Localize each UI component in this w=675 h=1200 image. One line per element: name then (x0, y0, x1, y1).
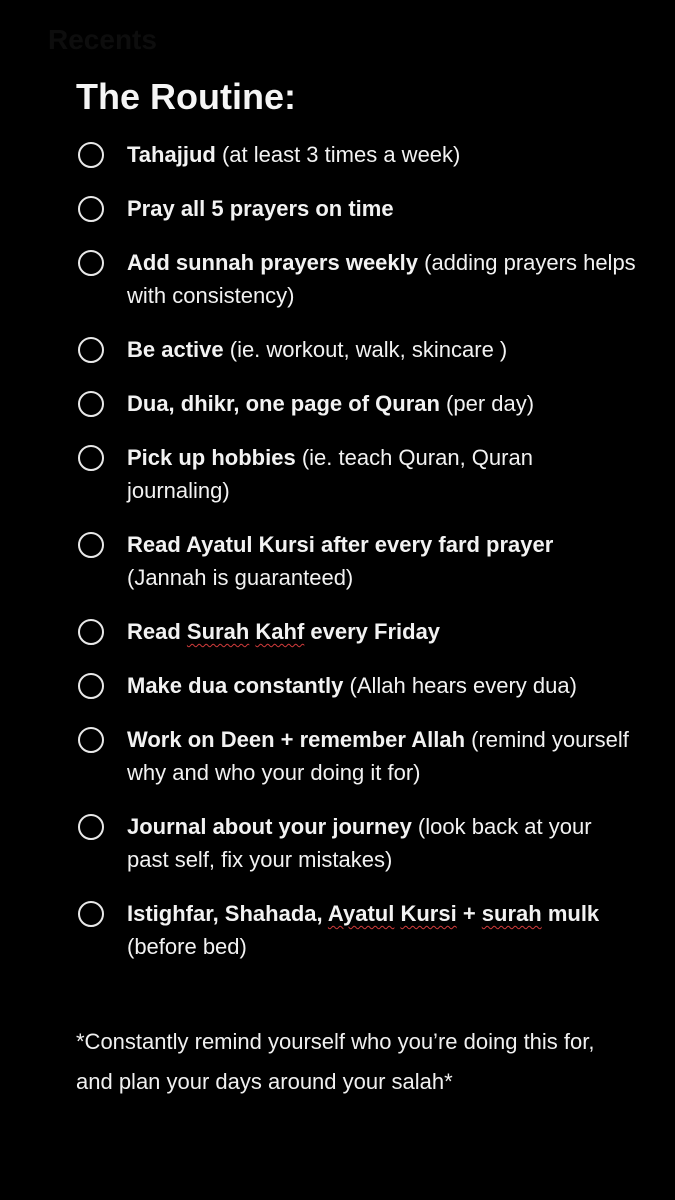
item-title: Work on Deen + remember Allah (127, 727, 466, 752)
checkbox-circle-icon[interactable] (78, 337, 104, 363)
item-note: (Allah hears every dua) (343, 673, 577, 698)
item-note: (ie. workout, walk, skincare ) (223, 337, 508, 362)
checklist-item-surah-kahf (76, 615, 636, 648)
item-note: (adding prayers helps with consistency) (127, 250, 636, 308)
checklist-item-tahajjud (76, 138, 636, 171)
checkbox-circle-icon[interactable] (78, 901, 104, 927)
checklist-item-dua-dhikr (76, 387, 636, 420)
footer-reminder: *Constantly remind yourself who you’re doing this for, and plan your days around your salah* (76, 1029, 595, 1094)
item-note: (before bed) (127, 934, 247, 959)
checklist-item-journal (76, 810, 636, 876)
routine-checklist (76, 138, 636, 984)
item-title: Pick up hobbies (127, 445, 296, 470)
item-title: Add sunnah prayers weekly (127, 250, 418, 275)
item-title (127, 901, 599, 926)
checkbox-circle-icon[interactable] (78, 727, 104, 753)
checklist-item-deen (76, 723, 636, 789)
spellcheck-word: Ayatul (327, 901, 395, 926)
checkbox-circle-icon[interactable] (78, 196, 104, 222)
checkbox-circle-icon[interactable] (78, 250, 104, 276)
checkbox-circle-icon[interactable] (78, 391, 104, 417)
checkbox-circle-icon[interactable] (78, 445, 104, 471)
checkbox-circle-icon[interactable] (78, 814, 104, 840)
checklist-item-hobbies (76, 441, 636, 507)
checkbox-circle-icon[interactable] (78, 619, 104, 645)
item-title-part: + (456, 901, 482, 926)
spellcheck-word: Surah (186, 619, 250, 644)
item-title: Tahajjud (127, 142, 216, 167)
item-note: (look back at your past self, fix your mistakes) (127, 814, 592, 872)
item-title (127, 619, 440, 644)
item-note: (remind yourself why and who your doing it for) (127, 727, 629, 785)
spellcheck-word: surah (481, 901, 542, 926)
item-title: Read Ayatul Kursi after every fard prayer (127, 532, 554, 557)
spellcheck-word: Kursi (400, 901, 457, 926)
item-title: Dua, dhikr, one page of Quran (127, 391, 440, 416)
spellcheck-word: Kahf (255, 619, 305, 644)
item-title-part: every Friday (304, 619, 441, 644)
item-title: Make dua constantly (127, 673, 344, 698)
item-note: (Jannah is guaranteed) (127, 565, 354, 590)
item-note: (per day) (439, 391, 535, 416)
item-note: (at least 3 times a week) (215, 142, 461, 167)
page-title: The Routine: (76, 76, 296, 117)
checklist-item-prayers (76, 192, 636, 225)
checkbox-circle-icon[interactable] (78, 142, 104, 168)
item-title-part: Read (127, 619, 187, 644)
item-title-part: mulk (541, 901, 600, 926)
checklist-item-ayatul-kursi (76, 528, 636, 594)
checkbox-circle-icon[interactable] (78, 673, 104, 699)
item-title: Be active (127, 337, 224, 362)
checklist-item-active (76, 333, 636, 366)
item-note: (ie. teach Quran, Quran journaling) (127, 445, 533, 503)
ghost-recents-header: Recents (48, 24, 157, 55)
checklist-item-before-bed (76, 897, 636, 963)
item-title: Journal about your journey (127, 814, 412, 839)
checklist-item-make-dua (76, 669, 636, 702)
item-title: Pray all 5 prayers on time (127, 196, 394, 221)
checklist-item-sunnah (76, 246, 636, 312)
item-title-part: Istighfar, Shahada, (127, 901, 328, 926)
checkbox-circle-icon[interactable] (78, 532, 104, 558)
